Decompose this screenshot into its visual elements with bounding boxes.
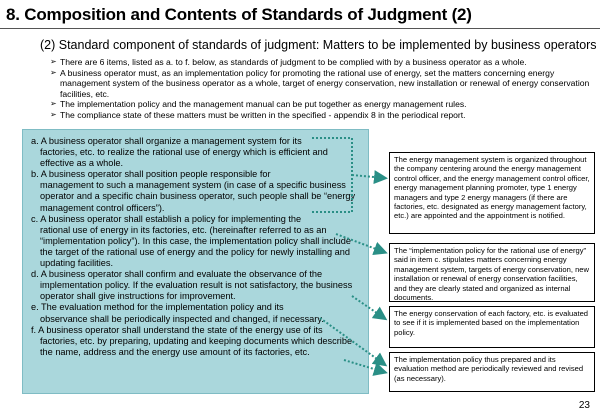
judgment-item-a: a. A business operator shall organize a management system for its factories, etc. to realize the rational use of energy which is efficient and effective as a whole. bbox=[31, 136, 328, 169]
note-evaluation: The energy conservation of each factory, etc. is evaluated to see if it is implemented based on the implementation policy. bbox=[389, 306, 595, 348]
slide-title: 8. Composition and Contents of Standards of Judgment (2) bbox=[6, 5, 472, 24]
judgment-item-e: e. The evaluation method for the implementation policy and its observance shall be periodically inspected and changed, if necessary. bbox=[31, 302, 324, 324]
arrow-bullet-icon: ➢ bbox=[50, 99, 57, 109]
judgment-item-f: f. A business operator shall understand the state of the energy use of its factories, etc. by preparing, updating and keeping documents which describe the name, address and the energy use amount of its factories, etc. bbox=[31, 324, 353, 357]
intro-bullet-list bbox=[50, 57, 598, 121]
judgment-item-c: c. A business operator shall establish a policy for implementing the rational use of energy in its factories, etc. (hereinafter referred to as an “implementation policy”). In this case, the implementation policy shall include the target of the rational use of energy and the policy for newly installing and updating facilities. bbox=[31, 213, 351, 269]
judgment-item-b: b. A business operator shall position people responsible for management to such a management system (in case of a specific business operator and a specific chain business operator, such people shall be “energy management control officers”). bbox=[31, 169, 356, 213]
note-implementation-policy: The “implementation policy for the rational use of energy” said in item c. stipulates matters concerning energy management system, targets of energy conservation, new installation or renewal of energy conservation facilities, and they are clearly stated and organized as internal documents. bbox=[389, 243, 595, 302]
page-number: 23 bbox=[578, 400, 590, 411]
arrow-bullet-icon: ➢ bbox=[50, 57, 57, 66]
bullet-item: ➢ There are 6 items, listed as a. to f. below, as standards of judgment to be complied with by a business operator as a whole. bbox=[50, 57, 527, 67]
title-divider bbox=[0, 28, 600, 29]
judgment-items-panel bbox=[22, 129, 369, 394]
bullet-item: ➢ The compliance state of these matters must be written in the specified - appendix 8 in the periodical report. bbox=[50, 109, 466, 120]
note-review: The implementation policy thus prepared and its evaluation method are periodically reviewed and revised (as necessary). bbox=[389, 352, 595, 392]
arrow-bullet-icon: ➢ bbox=[50, 109, 57, 119]
bullet-item: ➢ A business operator must, as an implementation policy for promoting the rational use of energy, set the matters concerning energy management system of the business operator as a whole, target of energy conservation, new installation or renewal of energy conservation facilities, etc. bbox=[50, 67, 590, 99]
note-management-system: The energy management system is organized throughout the company centering around the energy management control officer, and the energy management control officer, energy management planning promoter, type 1 energy managers and type 2 energy managers (if there are factories, etc. designated as energy management factory, etc.) are appointed and the appointment is notified. bbox=[389, 152, 595, 234]
section-subtitle: (2) Standard component of standards of judgment: Matters to be implemented by business operators bbox=[40, 38, 597, 52]
bullet-item: ➢ The implementation policy and the management manual can be put together as energy management rules. bbox=[50, 99, 467, 110]
judgment-item-d: d. A business operator shall confirm and evaluate the observance of the implementation policy. If the evaluation result is not satisfactory, the business operator shall give instructions for improvement. bbox=[31, 269, 353, 302]
arrow-bullet-icon: ➢ bbox=[50, 67, 57, 77]
